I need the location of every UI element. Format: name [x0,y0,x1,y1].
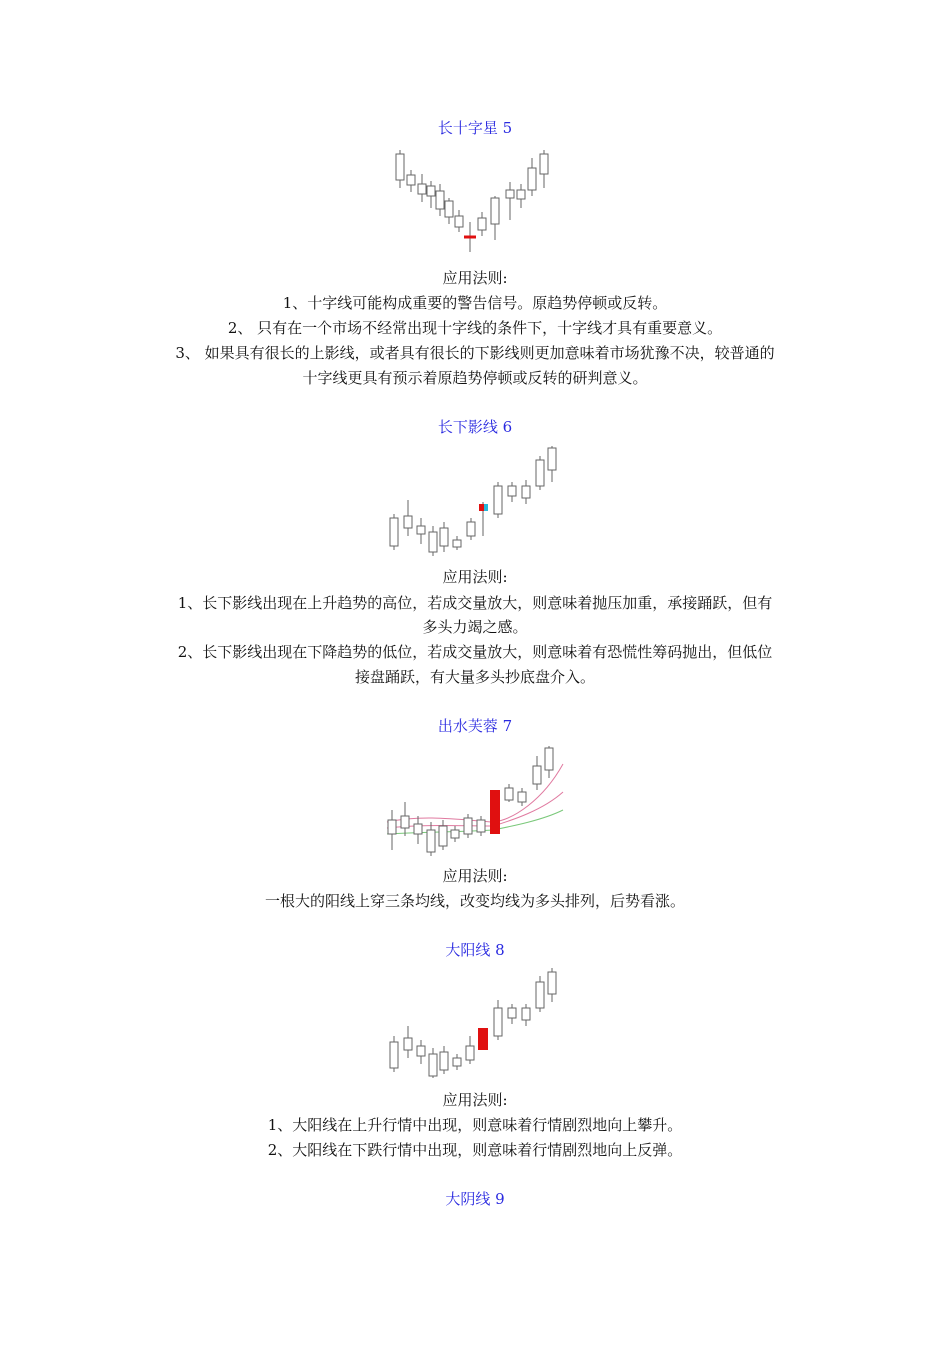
candlestick-figure-lotus [383,744,565,858]
rule-line: 3、 如果具有很长的上影线，或者具有很长的下影线则更加意味着市场犹豫不决，较普通的 [175,344,775,362]
rule-line: 一根大的阳线上穿三条均线，改变均线为多头排列，后势看涨。 [264,892,685,910]
rule-line: 2、大阳线在下跌行情中出现，则意味着行情剧烈地向上反弹。 [267,1141,683,1159]
rule-line: 2、 只有在一个市场不经常出现十字线的条件下，十字线才具有重要意义。 [227,319,723,337]
rule-line: 接盘踊跃，有大量多头抄底盘介入。 [354,668,595,686]
rule-line: 十字线更具有预示着原趋势停顿或反转的研判意义。 [302,369,648,387]
highlight-candle-red [479,504,484,511]
section-title-lotus: 出水芙蓉 7 [437,717,513,735]
rule-line: 1、十字线可能构成重要的警告信号。原趋势停顿或反转。 [282,294,668,312]
candlestick-figure-big-bullish [386,966,562,1080]
rule-line: 1、长下影线出现在上升趋势的高位，若成交量放大，则意味着抛压加重，承接踊跃，但有 [177,594,773,612]
highlight-candle-cyan [484,504,488,511]
section-title-big-bearish: 大阴线 9 [445,1190,505,1208]
section-title-big-bullish: 大阳线 8 [445,941,505,959]
rule-heading: 应用法则: [442,1091,508,1109]
rule-heading: 应用法则: [442,568,508,586]
candlestick-figure-long-doji [392,146,558,254]
rule-heading: 应用法则: [442,269,508,287]
section-title-long-doji: 长十字星 5 [437,119,513,137]
rule-line: 1、大阳线在上升行情中出现，则意味着行情剧烈地向上攀升。 [267,1116,683,1134]
section-title-long-lower-shadow: 长下影线 6 [437,418,513,436]
rule-line: 2、长下影线出现在下降趋势的低位，若成交量放大，则意味着有恐慌性筹码抛出，但低位 [177,643,773,661]
big-bullish-candle [478,1028,488,1050]
rule-line: 多头力竭之感。 [422,618,528,636]
big-bullish-candle [490,790,500,834]
candlestick-figure-long-lower-shadow [386,444,562,556]
rule-heading: 应用法则: [442,867,508,885]
